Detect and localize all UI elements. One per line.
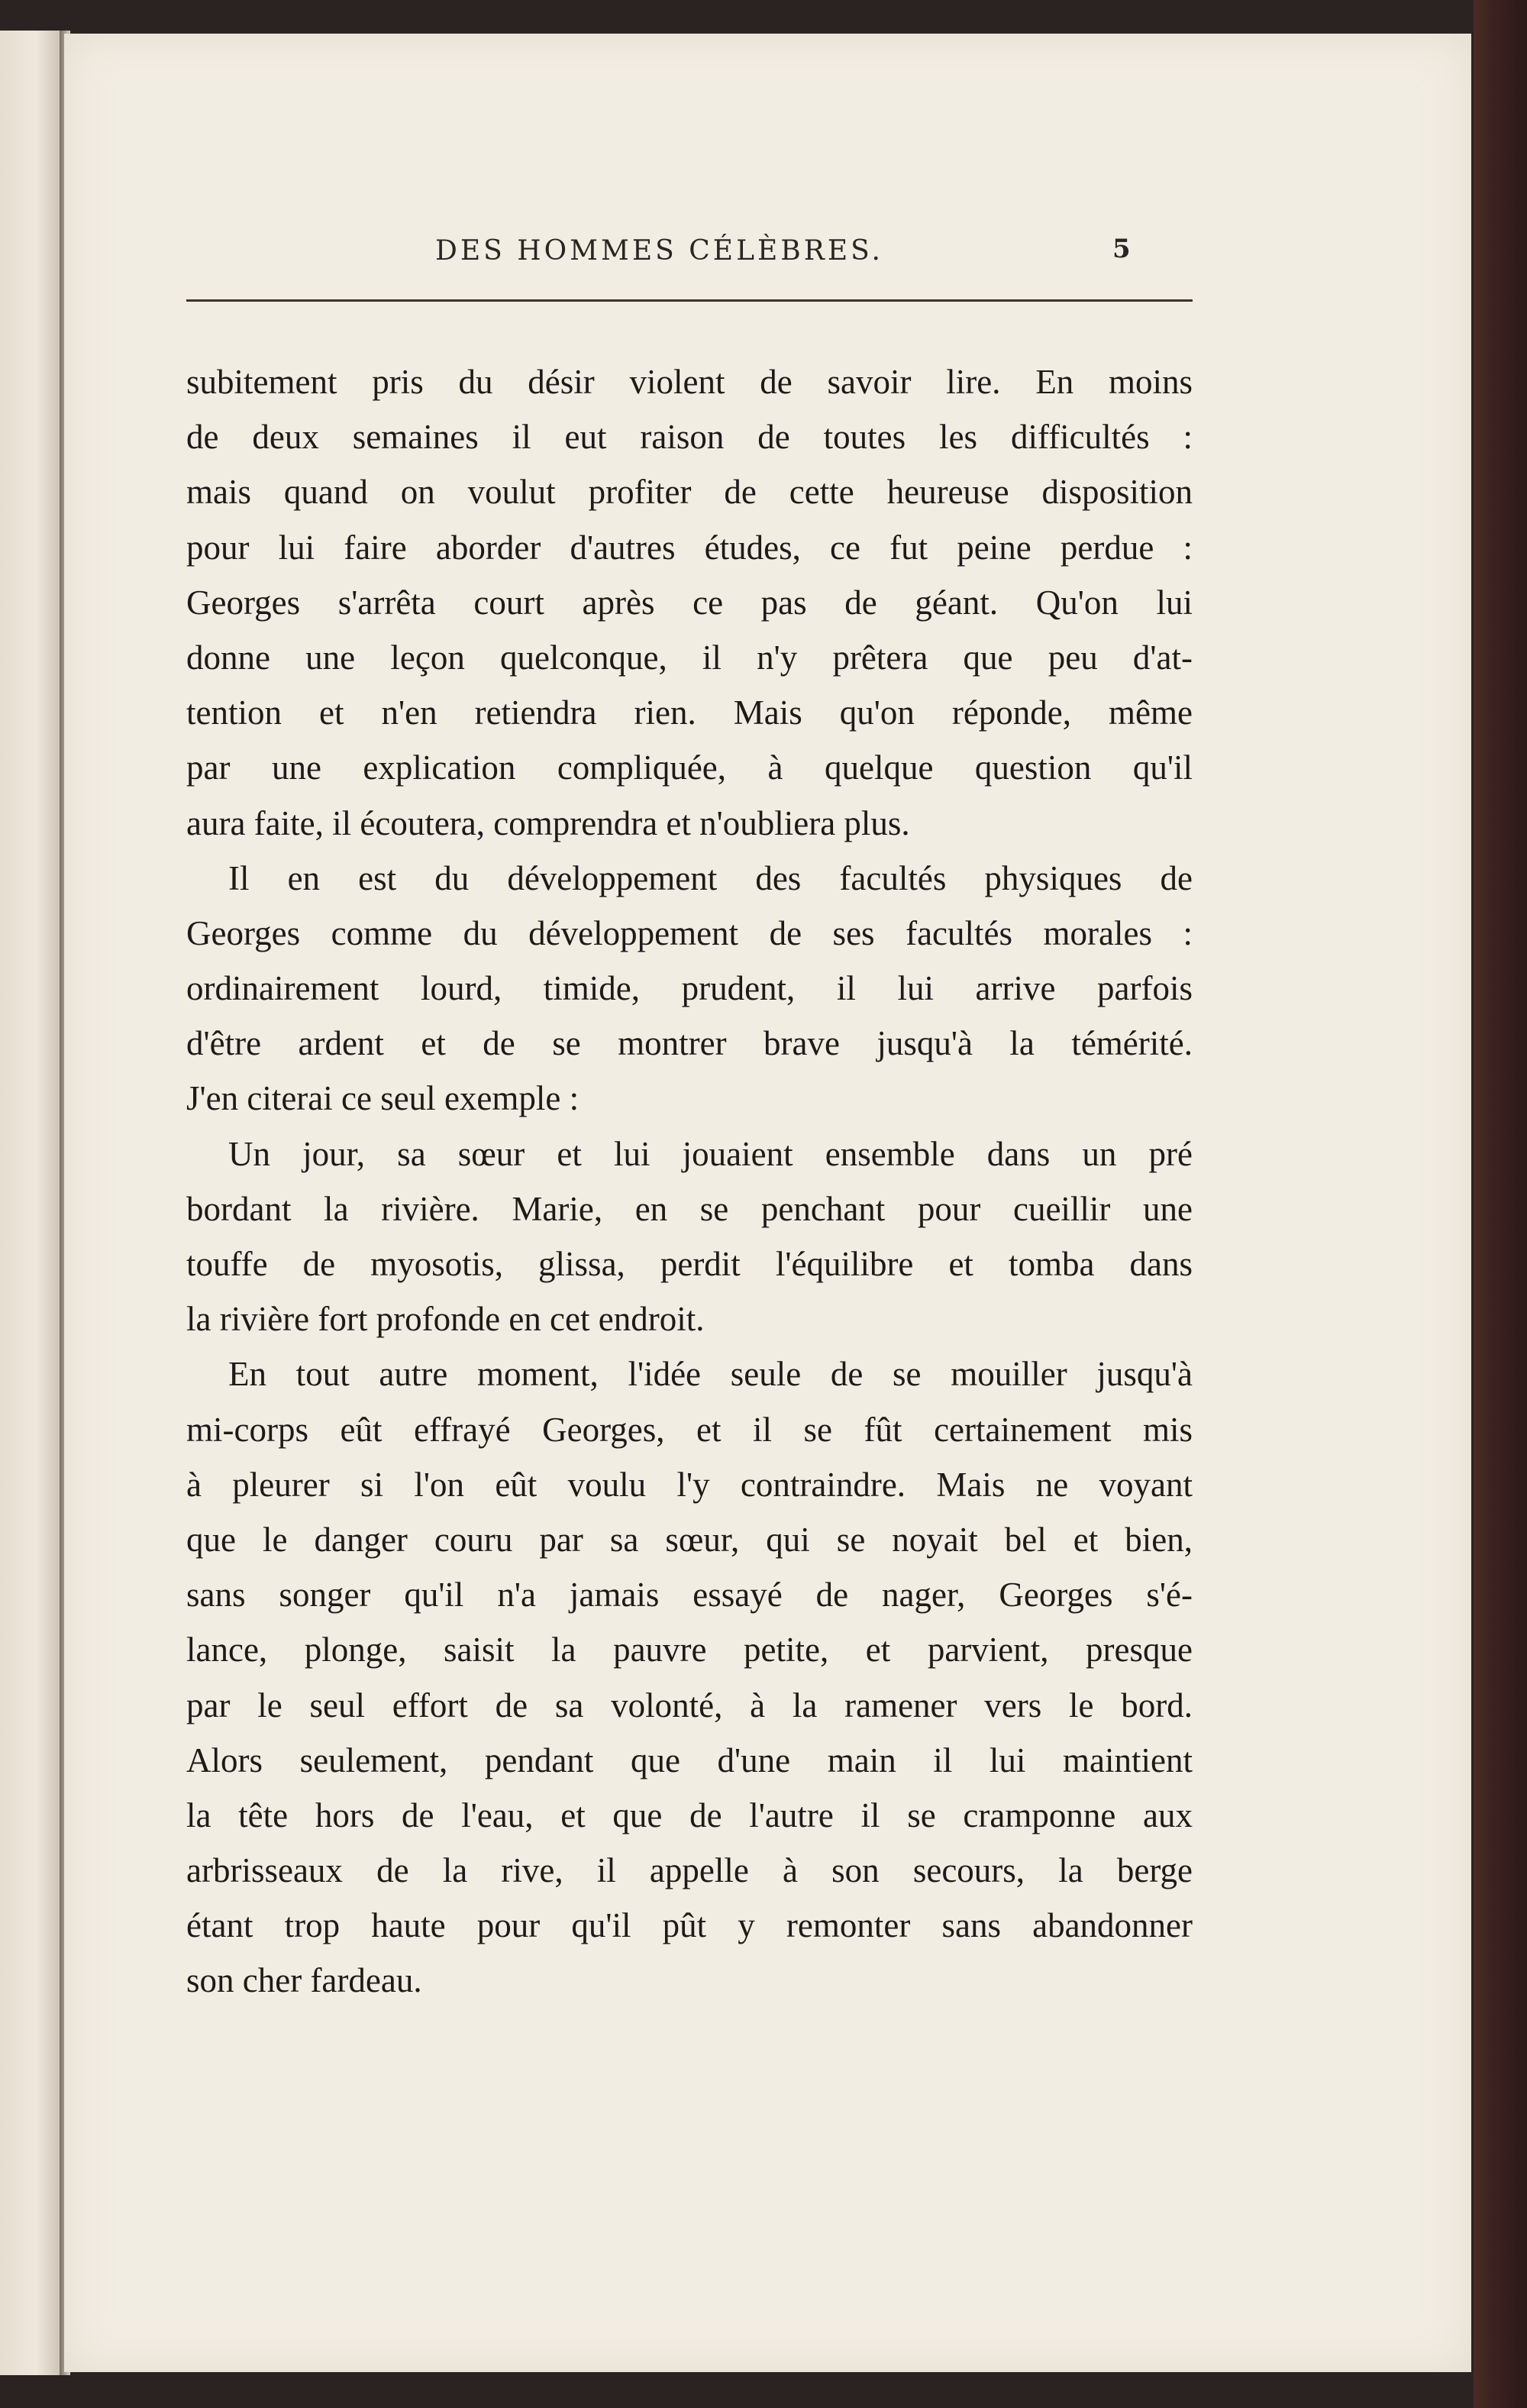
text-line: son cher fardeau. — [186, 1961, 422, 2000]
text-line: lance, plonge, saisit la pauvre petite, et parvient, presque — [186, 1631, 1193, 1669]
cover-edge — [1474, 0, 1527, 2408]
text-line: mi-corps eût effrayé Georges, et il se fût certainement mis — [186, 1410, 1193, 1449]
header-rule — [186, 299, 1193, 302]
text-line: aura faite, il écoutera, comprendra et n'oubliera plus. — [186, 803, 910, 842]
text-line: d'être ardent et de se montrer brave jusqu'à la témérité. — [186, 1024, 1193, 1063]
text-line: la rivière fort profonde en cet endroit. — [186, 1300, 705, 1339]
body-text — [186, 354, 1193, 2009]
text-line: sans songer qu'il n'a jamais essayé de nager, Georges s'é- — [186, 1576, 1193, 1614]
text-line: touffe de myosotis, glissa, perdit l'équilibre et tomba dans — [186, 1245, 1193, 1283]
text-line: Georges s'arrêta court après ce pas de géant. Qu'on lui — [186, 583, 1193, 622]
text-line: que le danger couru par sa sœur, qui se noyait bel et bien, — [186, 1520, 1193, 1559]
text-line: Un jour, sa sœur et lui jouaient ensemble dans un pré — [228, 1134, 1193, 1173]
text-line: ordinairement lourd, timide, prudent, il lui arrive parfois — [186, 969, 1193, 1008]
running-title: DES HOMMES CÉLÈBRES. — [435, 235, 883, 267]
text-line: Alors seulement, pendant que d'une main il lui maintient — [186, 1741, 1193, 1779]
previous-page-edge — [0, 31, 62, 2375]
text-line: par le seul effort de sa volonté, à la ramener vers le bord. — [186, 1686, 1193, 1724]
book-page — [64, 34, 1471, 2372]
text-line: à pleurer si l'on eût voulu l'y contraindre. Mais ne voyant — [186, 1465, 1193, 1504]
text-line: étant trop haute pour qu'il pût y remonter sans abandonner — [186, 1906, 1193, 1945]
page-number: 5 — [1112, 234, 1131, 264]
text-line: la tête hors de l'eau, et que de l'autre il se cramponne aux — [186, 1795, 1193, 1834]
text-line: arbrisseaux de la rive, il appelle à son secours, la berge — [186, 1851, 1193, 1890]
text-line: pour lui faire aborder d'autres études, ce fut peine perdue : — [186, 528, 1193, 567]
running-head — [64, 231, 1471, 284]
text-line: par une explication compliquée, à quelque question qu'il — [186, 748, 1193, 787]
text-line: En tout autre moment, l'idée seule de se mouiller jusqu'à — [228, 1355, 1193, 1394]
text-line: Il en est du développement des facultés physiques de — [228, 858, 1193, 897]
text-line: de deux semaines il eut raison de toutes les difficultés : — [186, 418, 1193, 457]
text-line: donne une leçon quelconque, il n'y prêtera que peu d'at- — [186, 638, 1193, 677]
text-line: Georges comme du développement de ses facultés morales : — [186, 913, 1193, 952]
text-line: mais quand on voulut profiter de cette heureuse disposition — [186, 473, 1193, 512]
text-line: J'en citerai ce seul exemple : — [186, 1079, 579, 1118]
text-line: bordant la rivière. Marie, en se penchant pour cueillir une — [186, 1189, 1193, 1228]
text-line: subitement pris du désir violent de savoir lire. En moins — [186, 363, 1193, 401]
text-line: tention et n'en retiendra rien. Mais qu'on réponde, même — [186, 693, 1193, 732]
